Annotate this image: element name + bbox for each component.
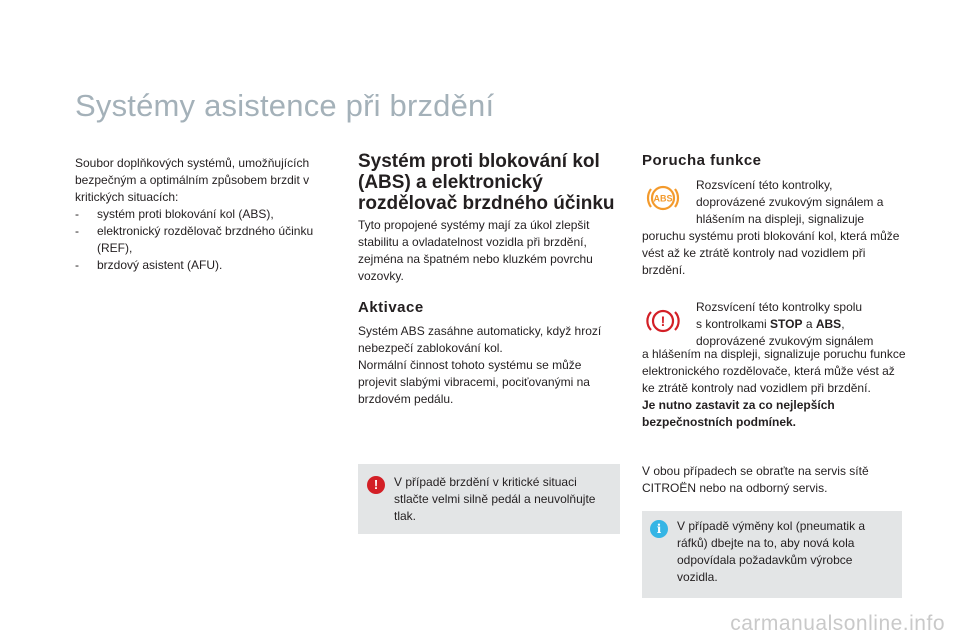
intro-text: Soubor doplňkových systémů, umožňujících bezpečným a optimálním způsobem brzdit v kritických situacích:	[75, 156, 310, 204]
info-icon: i	[650, 520, 668, 538]
info-text: V případě výměny kol (pneumatik a ráfků) dbejte na to, aby nová kola odpovídala požadavkům výrobce vozidla.	[677, 519, 866, 584]
brake-warning-lamp-icon	[645, 307, 681, 335]
stop-label: STOP	[770, 317, 803, 331]
abs-label: ABS	[815, 317, 842, 331]
porucha-heading: Porucha funkce	[642, 152, 762, 169]
aktivace-heading: Aktivace	[358, 299, 424, 316]
abs-warning-lamp-icon	[645, 180, 681, 216]
stop-safely-warning: Je nutno zastavit za co nejlepších bezpečnostních podmínek.	[642, 398, 835, 429]
porucha-paragraph-1: poruchu systému proti blokování kol, která může vést až ke ztrátě kontroly nad vozidlem při brzdění.	[642, 229, 900, 277]
p2-line-3: doprovázené zvukovým signálem	[696, 334, 874, 348]
warning-text: V případě brzdění v kritické situaci stlačte velmi silně pedál a neuvolňujte tlak.	[394, 475, 596, 523]
list-item: - systém proti blokování kol (ABS),	[75, 206, 345, 223]
list-item: - brzdový asistent (AFU).	[75, 257, 345, 274]
list-item: - elektronický rozdělovač brzdného účinku (REF),	[75, 223, 345, 257]
p2-line-2-prefix: s kontrolkami	[696, 317, 771, 331]
abs-section-title: Systém proti blokování kol (ABS) a elektronický rozdělovač brzdného účinku	[358, 151, 615, 214]
aktivace-line-1: Systém ABS zasáhne automaticky, když hrozí nebezpečí zablokování kol.	[358, 324, 602, 355]
abs-section-description: Tyto propojené systémy mají za úkol zlepšit stabilitu a ovladatelnost vozidla při brzdění, zejména na špatném nebo kluzkém povrchu vozovky.	[358, 218, 593, 283]
intro-section	[75, 155, 345, 274]
p2-line-2	[696, 316, 901, 333]
porucha-paragraph-2: a hlášením na displeji, signalizuje poruchu funkce elektronického rozdělovače, která může vést až ke ztrátě kontroly nad vozidlem při brzdění.	[642, 347, 906, 395]
porucha-paragraph-1-indent: Rozsvícení této kontrolky, doprovázené zvukovým signálem a hlášením na displeji, signalizuje	[696, 178, 884, 226]
porucha-paragraph-2-indent	[696, 299, 901, 350]
abs-lamp-label: ABS	[653, 193, 673, 204]
warning-icon: !	[367, 476, 385, 494]
intro-list	[75, 206, 345, 274]
watermark: carmanualsonline.info	[730, 612, 945, 635]
p2-comma: ,	[841, 317, 845, 331]
aktivace-line-2: Normální činnost tohoto systému se může projevit slabými vibracemi, pociťovanými na brzdovém pedálu.	[358, 358, 590, 406]
p2-line-1: Rozsvícení této kontrolky spolu	[696, 300, 863, 314]
aktivace-text	[358, 323, 623, 408]
service-note: V obou případech se obraťte na servis sítě CITROËN nebo na odborný servis.	[642, 464, 869, 495]
stop-lamp-label: !	[660, 313, 666, 329]
p2-and: a	[802, 317, 816, 331]
page-title: Systémy asistence při brzdění	[75, 88, 495, 123]
